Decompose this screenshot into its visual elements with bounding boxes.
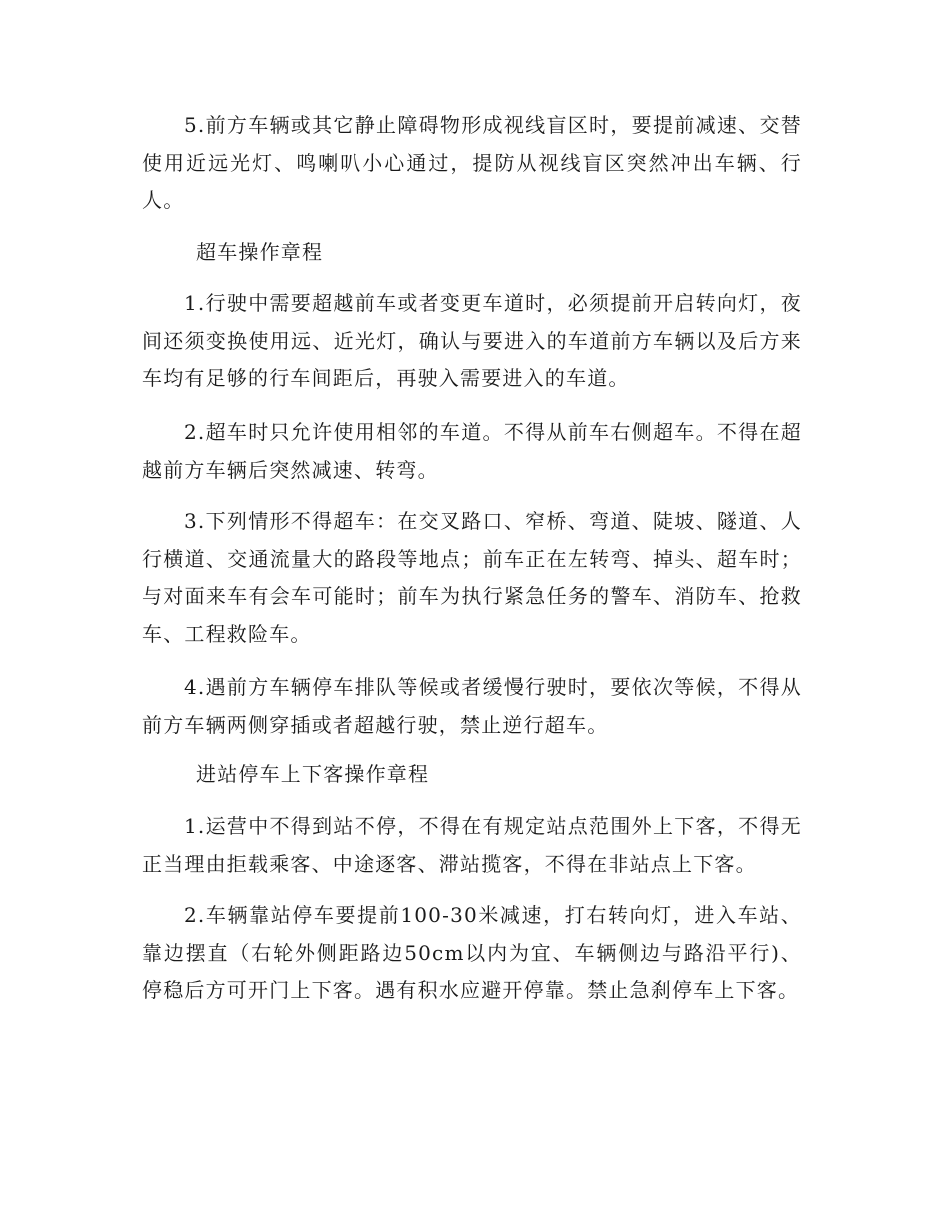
section-heading-overtaking: 超车操作章程 bbox=[196, 240, 324, 264]
paragraph-blind-zone-rule: 5.前方车辆或其它静止障碍物形成视线盲区时，要提前减速、交替使用近远光灯、鸣喇叭小心通过，提防从视线盲区突然冲出车辆、行人。 bbox=[142, 113, 802, 212]
paragraph-overtaking-rule-3: 3.下列情形不得超车：在交叉路口、窄桥、弯道、陡坡、隧道、人行横道、交通流量大的路段等地点；前车正在左转弯、掉头、超车时；与对面来车有会车可能时；前车为执行紧急任务的警车、消防车、抢救车、工程救险车。 bbox=[142, 509, 802, 646]
paragraph-overtaking-rule-2: 2.超车时只允许使用相邻的车道。不得从前车右侧超车。不得在超越前方车辆后突然减速、转弯。 bbox=[142, 420, 802, 482]
paragraph-overtaking-rule-4: 4.遇前方车辆停车排队等候或者缓慢行驶时，要依次等候，不得从前方车辆两侧穿插或者超越行驶，禁止逆行超车。 bbox=[142, 675, 802, 737]
paragraph-station-rule-2: 2.车辆靠站停车要提前100-30米减速，打右转向灯，进入车站、靠边摆直（右轮外侧距路边50cm以内为宜、车辆侧边与路沿平行)、停稳后方可开门上下客。遇有积水应避开停靠。禁止急刹停车上下客。 bbox=[142, 903, 802, 1002]
paragraph-station-rule-1: 1.运营中不得到站不停，不得在有规定站点范围外上下客，不得无正当理由拒载乘客、中途逐客、滞站揽客，不得在非站点上下客。 bbox=[142, 814, 802, 876]
section-heading-station-stop: 进站停车上下客操作章程 bbox=[196, 762, 430, 786]
paragraph-overtaking-rule-1: 1.行驶中需要超越前车或者变更车道时，必须提前开启转向灯，夜间还须变换使用远、近光灯，确认与要进入的车道前方车辆以及后方来车均有足够的行车间距后，再驶入需要进入的车道。 bbox=[142, 291, 802, 390]
